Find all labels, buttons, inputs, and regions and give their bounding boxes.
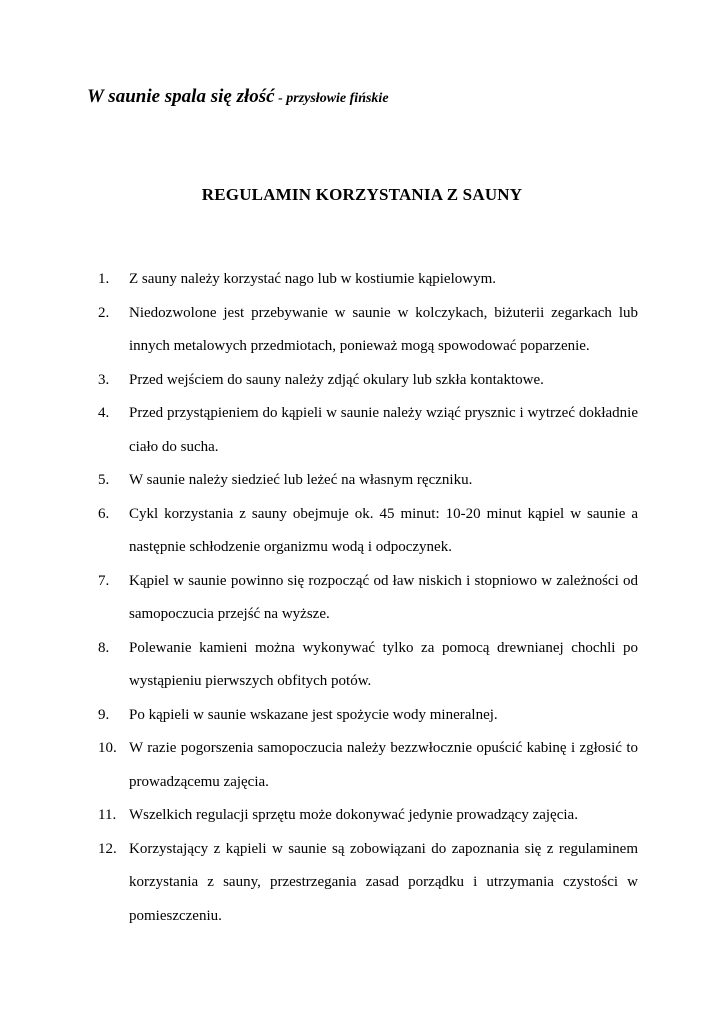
rule-text: Z sauny należy korzystać nago lub w kostiumie kąpielowym. [129,271,496,287]
rule-number: 2. [98,304,110,321]
page-title: REGULAMIN KORZYSTANIA Z SAUNY [201,185,523,204]
rule-item-5 [98,464,638,498]
rule-number: 10. [98,740,117,756]
rule-number: 11. [98,807,117,823]
rule-item-11 [98,799,638,833]
rule-item-1 [98,263,638,297]
motto-source: przysłowie fińskie [286,91,389,106]
rule-item-4 [98,397,638,464]
motto-text: W saunie spala się złość [87,86,275,107]
rule-number: 3. [98,371,110,388]
rule-text: Wszelkich regulacji sprzętu może dokonywać jedynie prowadzący zajęcia. [129,807,578,823]
rule-number: 12. [98,840,117,857]
rules-list [98,263,638,933]
motto [87,86,389,108]
rule-item-8 [98,632,638,699]
rule-number: 6. [98,505,110,522]
rule-item-12 [98,833,638,934]
rule-text: Po kąpieli w saunie wskazane jest spożycie wody mineralnej. [129,706,498,723]
rule-text: Przed przystąpieniem do kąpieli w saunie należy wziąć prysznic i wytrzeć dokładnie ciało do sucha. [129,405,638,455]
rule-item-3 [98,364,638,398]
rule-number: 7. [98,572,110,589]
rule-number: 4. [98,405,110,421]
rule-number: 5. [98,472,110,488]
rule-text: Niedozwolone jest przebywanie w saunie w kolczykach, biżuterii zegarkach lub innych metalowych przedmiotach, ponieważ mogą spowodować poparzenie. [129,304,638,354]
rule-text: Korzystający z kąpieli w saunie są zobowiązani do zapoznania się z regulaminem korzystania z sauny, przestrzegania zasad porządku i utrzymania czystości w pomieszczeniu. [129,840,638,924]
rule-text: Cykl korzystania z sauny obejmuje ok. 45 minut: 10-20 minut kąpiel w saunie a następnie schłodzenie organizmu wodą i odpoczynek. [129,505,638,555]
rule-number: 8. [98,639,110,656]
rule-item-7 [98,565,638,632]
rule-item-2 [98,297,638,364]
rule-item-6 [98,498,638,565]
rule-item-10 [98,732,638,799]
motto-separator: - [274,91,287,106]
rule-number: 9. [98,706,110,723]
rule-item-9 [98,699,638,733]
rule-text: Polewanie kamieni można wykonywać tylko za pomocą drewnianej chochli po wystąpieniu pierwszych obfitych potów. [129,639,638,689]
rule-text: Przed wejściem do sauny należy zdjąć okulary lub szkła kontaktowe. [129,371,544,388]
rule-text: Kąpiel w saunie powinno się rozpocząć od ław niskich i stopniowo w zależności od samopoczucia przejść na wyższe. [129,572,638,622]
rule-text: W razie pogorszenia samopoczucia należy bezzwłocznie opuścić kabinę i zgłosić to prowadzącemu zajęcia. [129,740,638,790]
rule-text: W saunie należy siedzieć lub leżeć na własnym ręczniku. [129,472,473,488]
rule-number: 1. [98,271,110,287]
